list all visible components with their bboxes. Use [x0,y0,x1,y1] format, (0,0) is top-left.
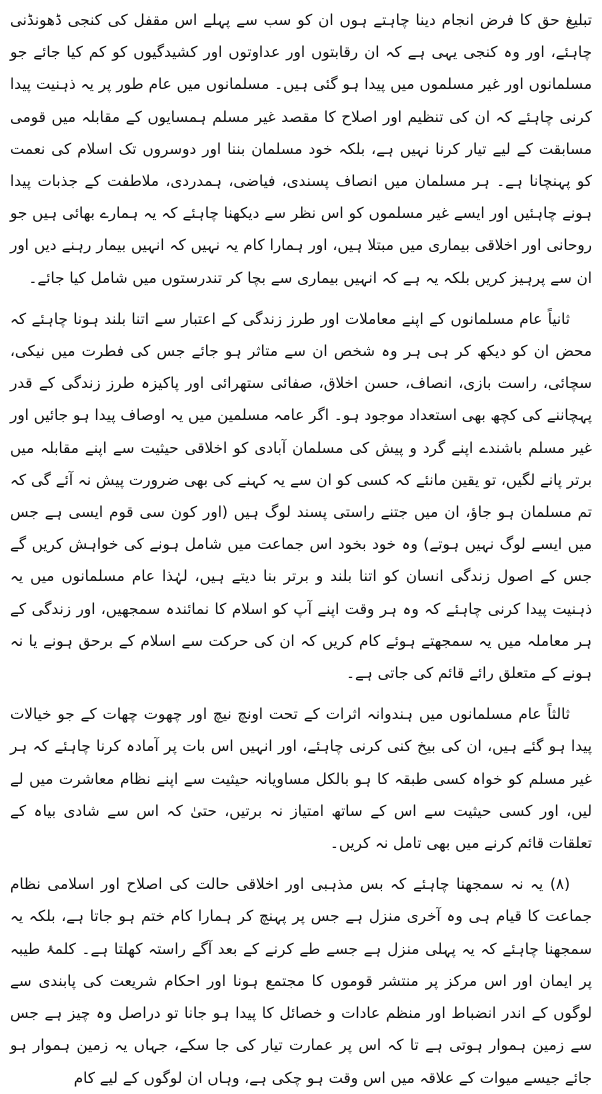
paragraph-thirdly: ثالثاً عام مسلمانوں میں ہندوانہ اثرات کے تحت اونچ نیچ اور چھوت چھات کے جو خیالات پیدا ہو گئے ہیں، ان کی بیخ کنی کرنی چاہئے، اور انہیں اس بات پر آمادہ کرنا چاہئے کہ ہر غیر مسلم کو خواہ کسی طبقہ کا ہو بالکل مساویانہ حیثیت سے اپنے نظام معاشرت میں لے لیں، اور کسی حیثیت سے اس کے ساتھ امتیاز نہ برتیں، حتیٰ کہ اس سے شادی بیاہ کے تعلقات قائم کرنے میں بھی تامل نہ کریں۔ [10,705,592,853]
paragraph-intro-continuation: تبلیغ حق کا فرض انجام دینا چاہتے ہوں ان کو سب سے پہلے اس مقفل کی کنجی ڈھونڈنی چاہئے، اور وہ کنجی یہی ہے کہ ان رقابتوں اور عداوتوں اور کشیدگیوں کو کم کیا جائے جو مسلمانوں اور غیر مسلموں میں پیدا ہو گئی ہیں۔ مسلمانوں میں عام طور پر یہ ذہنیت پیدا کرنی چاہئے کہ ان کی تنظیم اور اصلاح کا مقصد غیر مسلم ہمسایوں کے مقابلہ میں قومی مسابقت کے لیے تیار کرنا نہیں ہے، بلکہ خود مسلمان بننا اور دوسروں تک اسلام کی نعمت کو پہنچانا ہے۔ ہر مسلمان میں انصاف پسندی، فیاضی، ہمدردی، ملاطفت کے جذبات پیدا ہونے چاہئیں اور ایسے غیر مسلموں کو اس نظر سے دیکھنا چاہئے کہ یہ ہمارے بھائی ہیں جو روحانی اور اخلاقی بیماری میں مبتلا ہیں، اور ہمارا کام یہ نہیں کہ انہیں بیمار رہنے دیں اور ان سے پرہیز کریں بلکہ یہ ہے کہ انہیں بیماری سے بچا کر تندرستوں میں شامل کیا جائے۔ [10,11,592,287]
paragraph-point-8: (۸) یہ نہ سمجھنا چاہئے کہ بس مذہبی اور اخلاقی حالت کی اصلاح اور اسلامی نظام جماعت کا قیام ہی وہ آخری منزل ہے جس پر پہنچ کر ہمارا کام ختم ہو جاتا ہے، بلکہ یہ سمجھنا چاہئے کہ یہ پہلی منزل ہے جسے طے کرنے کے بعد آگے راستہ کھلتا ہے۔ کلمۂ طیبہ پر ایمان اور اس مرکز پر منتشر قوموں کا مجتمع ہونا اور احکام شریعت کی پابندی سے لوگوں کے اندر انضباط اور منظم عادات و خصائل کا پیدا ہو جانا تو دراصل وہ چیز ہے جس سے زمین ہموار ہوتی ہے تا کہ اس پر عمارت تیار کی جا سکے، جہاں یہ زمین ہموار ہو جائے جیسے میوات کے علاقہ میں اس وقت ہو چکی ہے، وہاں ان لوگوں کے لیے کام [10,875,592,1087]
paragraph-secondly: ثانیاً عام مسلمانوں کے اپنے معاملات اور طرز زندگی کے اعتبار سے اتنا بلند ہونا چاہئے کہ محض ان کو دیکھ کر ہی ہر وہ شخص ان سے متاثر ہو جائے جس کی فطرت میں نیکی، سچائی، راست بازی، انصاف، حسن اخلاق، صفائی ستھرائی اور پاکیزہ طرز زندگی کے قدر پہچاننے کی کچھ بھی استعداد موجود ہو۔ اگر عامہ مسلمین میں یہ اوصاف پیدا ہو جائیں اور غیر مسلم باشندے اپنے گرد و پیش کی مسلمان آبادی کو اخلاقی حیثیت سے اپنے مقابلہ میں برتر پانے لگیں، تو یقین مانئے کہ کسی کو ان سے یہ کہنے کی بھی ضرورت پیش نہ آئے گی کہ تم مسلمان ہو جاؤ، ان میں جتنے راستی پسند لوگ ہیں (اور کون سی قوم ایسی ہے جس میں ایسے لوگ نہیں ہوتے) وہ خود بخود اس جماعت میں شامل ہونے کی خواہش کریں گے جس کے اصول زندگی انسان کو اتنا بلند و برتر بنا دیتے ہیں، لہٰذا عام مسلمانوں میں یہ ذہنیت پیدا کرنی چاہئے کہ وہ ہر وقت اپنے آپ کو اسلام کا نمائندہ سمجھیں، اور زندگی کے ہر معاملہ میں یہ سمجھتے ہوئے کام کریں کہ ان کی حرکت سے اسلام کے برحق ہونے یا نہ ہونے کے متعلق رائے قائم کی جاتی ہے۔ [10,309,592,683]
